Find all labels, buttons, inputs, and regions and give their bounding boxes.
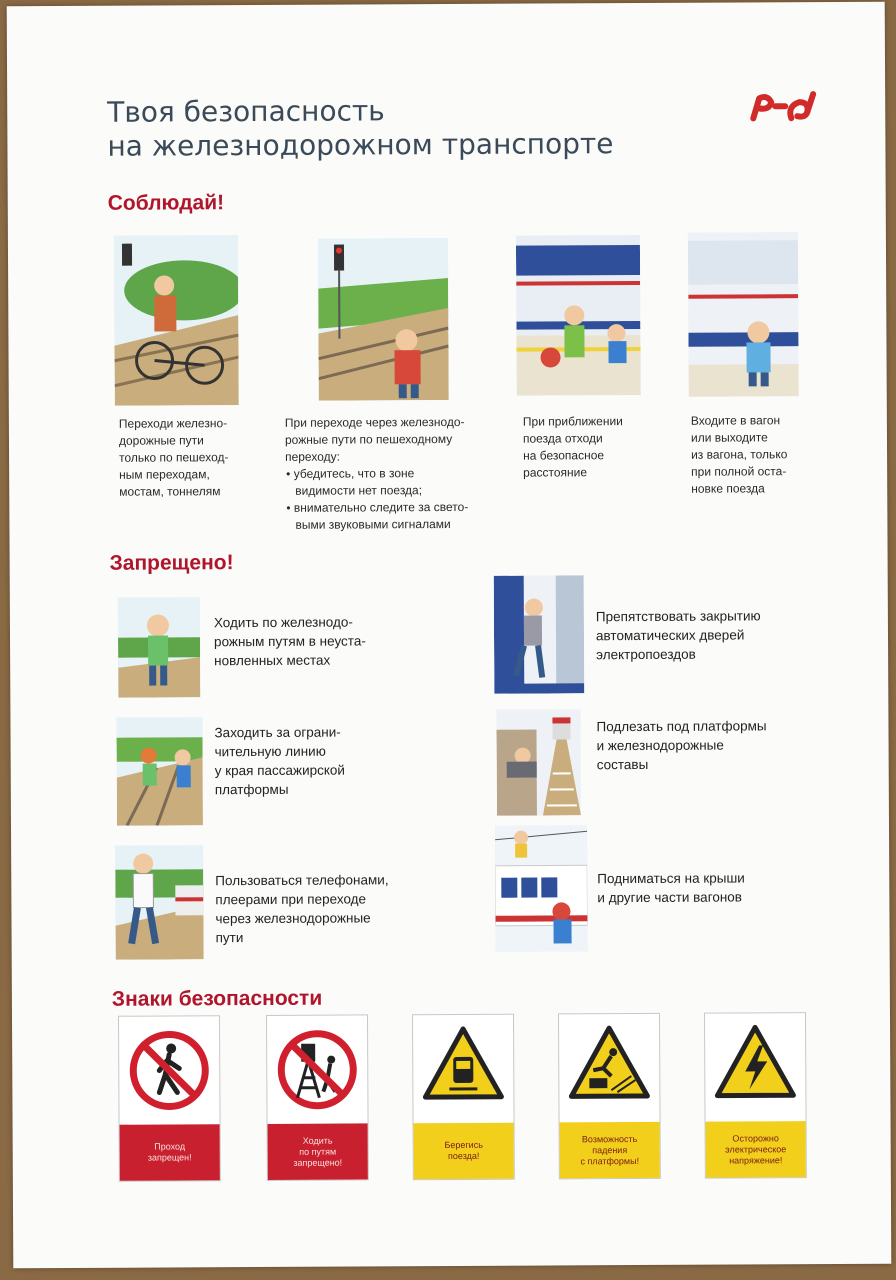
title-line-2: на железнодорожном транспорте — [107, 127, 614, 163]
forbidden-item-5-text: Пользоваться телефонами, плеерами при переходе через железнодорожные пути — [215, 872, 389, 946]
rzd-logo-icon — [747, 88, 819, 124]
obey-item-1-text: Переходи железно- дорожные пути только по пешеход- ным переходам, мостам, тоннелям — [118, 416, 229, 499]
sign-no-walking-label: Ходить по путям запрещено! — [268, 1123, 368, 1180]
sign-no-pedestrian — [118, 1015, 221, 1182]
obey-item-4-text: Входите в вагон или выходите из вагона, только при полной оста- новке поезда — [690, 413, 788, 496]
sign-train-warning-label: Берегись поезда! — [414, 1123, 514, 1180]
boy-at-crossing-illustration — [318, 238, 449, 401]
sign-train-warning — [412, 1014, 515, 1181]
sign-no-pedestrian-label: Проход запрещен! — [120, 1124, 220, 1181]
blocking-doors-illustration — [494, 575, 585, 693]
sign-fall-warning-label: Возможность падения с платформы! — [560, 1122, 660, 1179]
obey-item-3-text: При приближении поезда отходи на безопасное расстояние — [522, 414, 623, 480]
forbidden-item-6-text: Подниматься на крыши и другие части вагонов — [597, 870, 745, 906]
walking-on-tracks-illustration — [118, 597, 201, 697]
climbing-roof-illustration — [495, 825, 588, 951]
family-on-platform-illustration — [516, 235, 641, 396]
section-signs: Знаки безопасности — [111, 986, 323, 1011]
poster-title — [107, 93, 613, 164]
fall-from-platform-warning-icon — [559, 1014, 660, 1123]
boy-boarding-train-illustration — [688, 232, 799, 397]
phone-on-tracks-illustration — [115, 845, 204, 959]
no-walking-on-tracks-icon — [267, 1015, 368, 1124]
high-voltage-warning-icon — [705, 1013, 806, 1122]
forbidden-item-3-text: Заходить за ограни- чительную линию у края пассажирской платформы — [214, 724, 345, 798]
sign-fall-warning — [558, 1013, 661, 1180]
forbidden-item-1-text: Ходить по железнодо- рожным путям в неуста- новленных местах — [213, 614, 366, 669]
no-pedestrian-icon — [119, 1016, 220, 1125]
obey-bullet-1: • убедитесь, что в зоне видимости нет поезда; — [295, 465, 505, 500]
forbidden-item-4-text: Подлезать под платформы и железнодорожные составы — [596, 718, 767, 773]
obey-bullet-2: • внимательно следите за свето- выми звуковыми сигналами — [295, 499, 505, 534]
safety-poster — [7, 2, 892, 1269]
cyclist-crossing-illustration — [114, 235, 239, 406]
platform-edge-illustration — [116, 717, 203, 825]
section-obey: Соблюдай! — [107, 191, 225, 215]
forbidden-item-2-text: Препятствовать закрытию автоматических дверей электропоездов — [595, 608, 761, 663]
sign-no-walking-on-tracks — [266, 1014, 369, 1181]
train-warning-icon — [413, 1015, 514, 1124]
section-forbidden: Запрещено! — [109, 551, 234, 575]
sign-high-voltage — [704, 1012, 807, 1179]
obey-item-2-text: При переходе через железнодо- рожные пути по пешеходному переходу: • убедитесь, что в зоне видимости нет поезда; • внимательно следите за свето- выми звуковыми сигналами — [285, 414, 506, 534]
under-platform-illustration — [496, 709, 581, 815]
sign-high-voltage-label: Осторожно электрическое напряжение! — [706, 1121, 806, 1178]
title-line-1: Твоя безопасность — [107, 94, 385, 129]
